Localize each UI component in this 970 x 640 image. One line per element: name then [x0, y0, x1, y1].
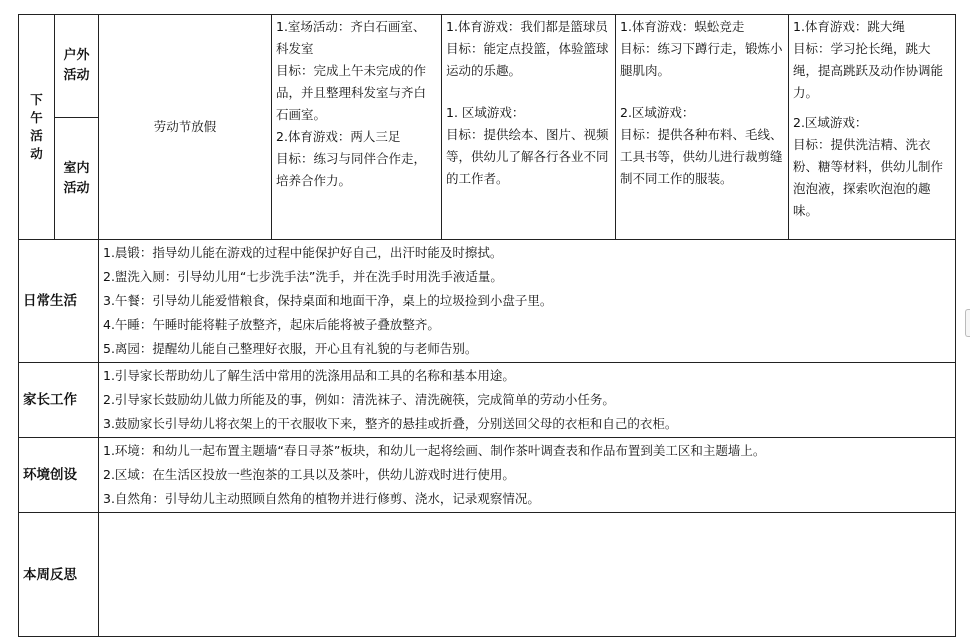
outdoor-activities-label — [55, 15, 99, 118]
plan-line: 目标：学习抡长绳，跳大绳，提高跳跃及动作协调能力。 — [793, 41, 944, 100]
daily-life-item: 5.离园：提醒幼儿能自己整理好衣服，开心且有礼貌的与老师告别。 — [103, 341, 478, 356]
daily-life-item: 4.午睡：午睡时能将鞋子放整齐，起床后能将被子叠放整齐。 — [103, 317, 440, 332]
plan-line: 目标：练习下蹲行走，锻炼小腿肌肉。 — [620, 41, 783, 78]
daily-life-item: 3.午餐：引导幼儿能爱惜粮食，保持桌面和地面干净，桌上的垃圾捡到小盘子里。 — [103, 293, 553, 308]
reflection-content[interactable] — [99, 513, 956, 637]
environment-content — [99, 438, 956, 513]
scroll-handle[interactable] — [965, 309, 970, 337]
indoor-activities-label — [55, 118, 99, 240]
saturday-afternoon-cell — [789, 15, 956, 240]
outdoor-label-line: 户外 — [63, 48, 90, 63]
holiday-text: 劳动节放假 — [153, 119, 217, 134]
plan-line: 1.体育游戏：我们都是篮球员 — [446, 19, 608, 34]
afternoon-label-char: 活 — [30, 128, 43, 143]
family-work-row — [19, 363, 956, 438]
weekly-plan-table — [18, 14, 956, 637]
indoor-label-line: 活动 — [63, 180, 90, 196]
plan-line: 1.体育游戏：蜈蚣竞走 — [620, 19, 745, 34]
afternoon-activities-label — [19, 15, 55, 240]
plan-line: 2.区域游戏： — [620, 105, 695, 120]
outdoor-label-line: 活动 — [63, 68, 90, 83]
plan-line: 目标：提供绘本、图片、视频等，供幼儿了解各行各业不同的工作者。 — [446, 127, 609, 186]
plan-line: 1.体育游戏：跳大绳 — [793, 19, 905, 34]
daily-life-item: 2.盥洗入厕：引导幼儿用“七步洗手法”洗手，并在洗手时用洗手液适量。 — [103, 269, 503, 284]
environment-row — [19, 438, 956, 513]
thursday-afternoon-cell — [442, 15, 616, 240]
family-work-item: 3.鼓励家长引导幼儿将衣架上的干衣服收下来，整齐的悬挂或折叠，分别送回父母的衣柜和自己的衣柜。 — [103, 416, 678, 431]
reflection-row — [19, 513, 956, 637]
afternoon-outdoor-row — [19, 15, 956, 118]
plan-line: 1. 区域游戏： — [446, 105, 525, 120]
afternoon-label-char: 午 — [30, 110, 43, 125]
environment-item: 1.环境：和幼儿一起布置主题墙“春日寻茶”板块，和幼儿一起将绘画、制作茶叶调查表和作品布置到美工区和主题墙上。 — [103, 443, 766, 458]
afternoon-label-char: 下 — [30, 92, 43, 107]
family-work-content — [99, 363, 956, 438]
daily-life-item: 1.晨锻：指导幼儿能在游戏的过程中能保护好自己，出汗时能及时擦拭。 — [103, 245, 503, 260]
family-work-label: 家长工作 — [19, 363, 99, 438]
plan-line: 目标：能定点投篮，体验篮球运动的乐趣。 — [446, 41, 609, 78]
environment-item: 2.区域：在生活区投放一些泡茶的工具以及茶叶，供幼儿游戏时进行使用。 — [103, 467, 515, 482]
plan-line: 1.室场活动：齐白石画室、科发室 — [276, 19, 426, 56]
plan-line: 目标：提供各种布料、毛线、工具书等，供幼儿进行裁剪缝制不同工作的服装。 — [620, 127, 783, 186]
plan-line: 目标：提供洗洁精、洗衣粉、糖等材料，供幼儿制作泡泡液，探索吹泡泡的趣味。 — [793, 137, 944, 218]
family-work-item: 2.引导家长鼓励幼儿做力所能及的事，例如：清洗袜子、清洗碗筷，完成简单的劳动小任务。 — [103, 392, 615, 407]
wednesday-afternoon-cell — [272, 15, 442, 240]
environment-item: 3.自然角：引导幼儿主动照顾自然角的植物并进行修剪、浇水，记录观察情况。 — [103, 491, 540, 506]
daily-life-content — [99, 240, 956, 363]
plan-line: 2.区域游戏： — [793, 115, 868, 130]
plan-line: 2.体育游戏：两人三足 — [276, 129, 401, 144]
indoor-label-line: 室内 — [63, 160, 90, 176]
plan-line: 目标：练习与同伴合作走，培养合作力。 — [276, 151, 427, 188]
afternoon-label-char: 动 — [30, 146, 43, 161]
daily-life-row — [19, 240, 956, 363]
daily-life-label: 日常生活 — [19, 240, 99, 363]
family-work-item: 1.引导家长帮助幼儿了解生活中常用的洗涤用品和工具的名称和基本用途。 — [103, 368, 515, 383]
reflection-label: 本周反思 — [19, 513, 99, 637]
plan-line: 目标：完成上午未完成的作品，并且整理科发室与齐白石画室。 — [276, 63, 427, 122]
holiday-cell — [99, 15, 272, 240]
environment-label: 环境创设 — [19, 438, 99, 513]
friday-afternoon-cell — [616, 15, 789, 240]
